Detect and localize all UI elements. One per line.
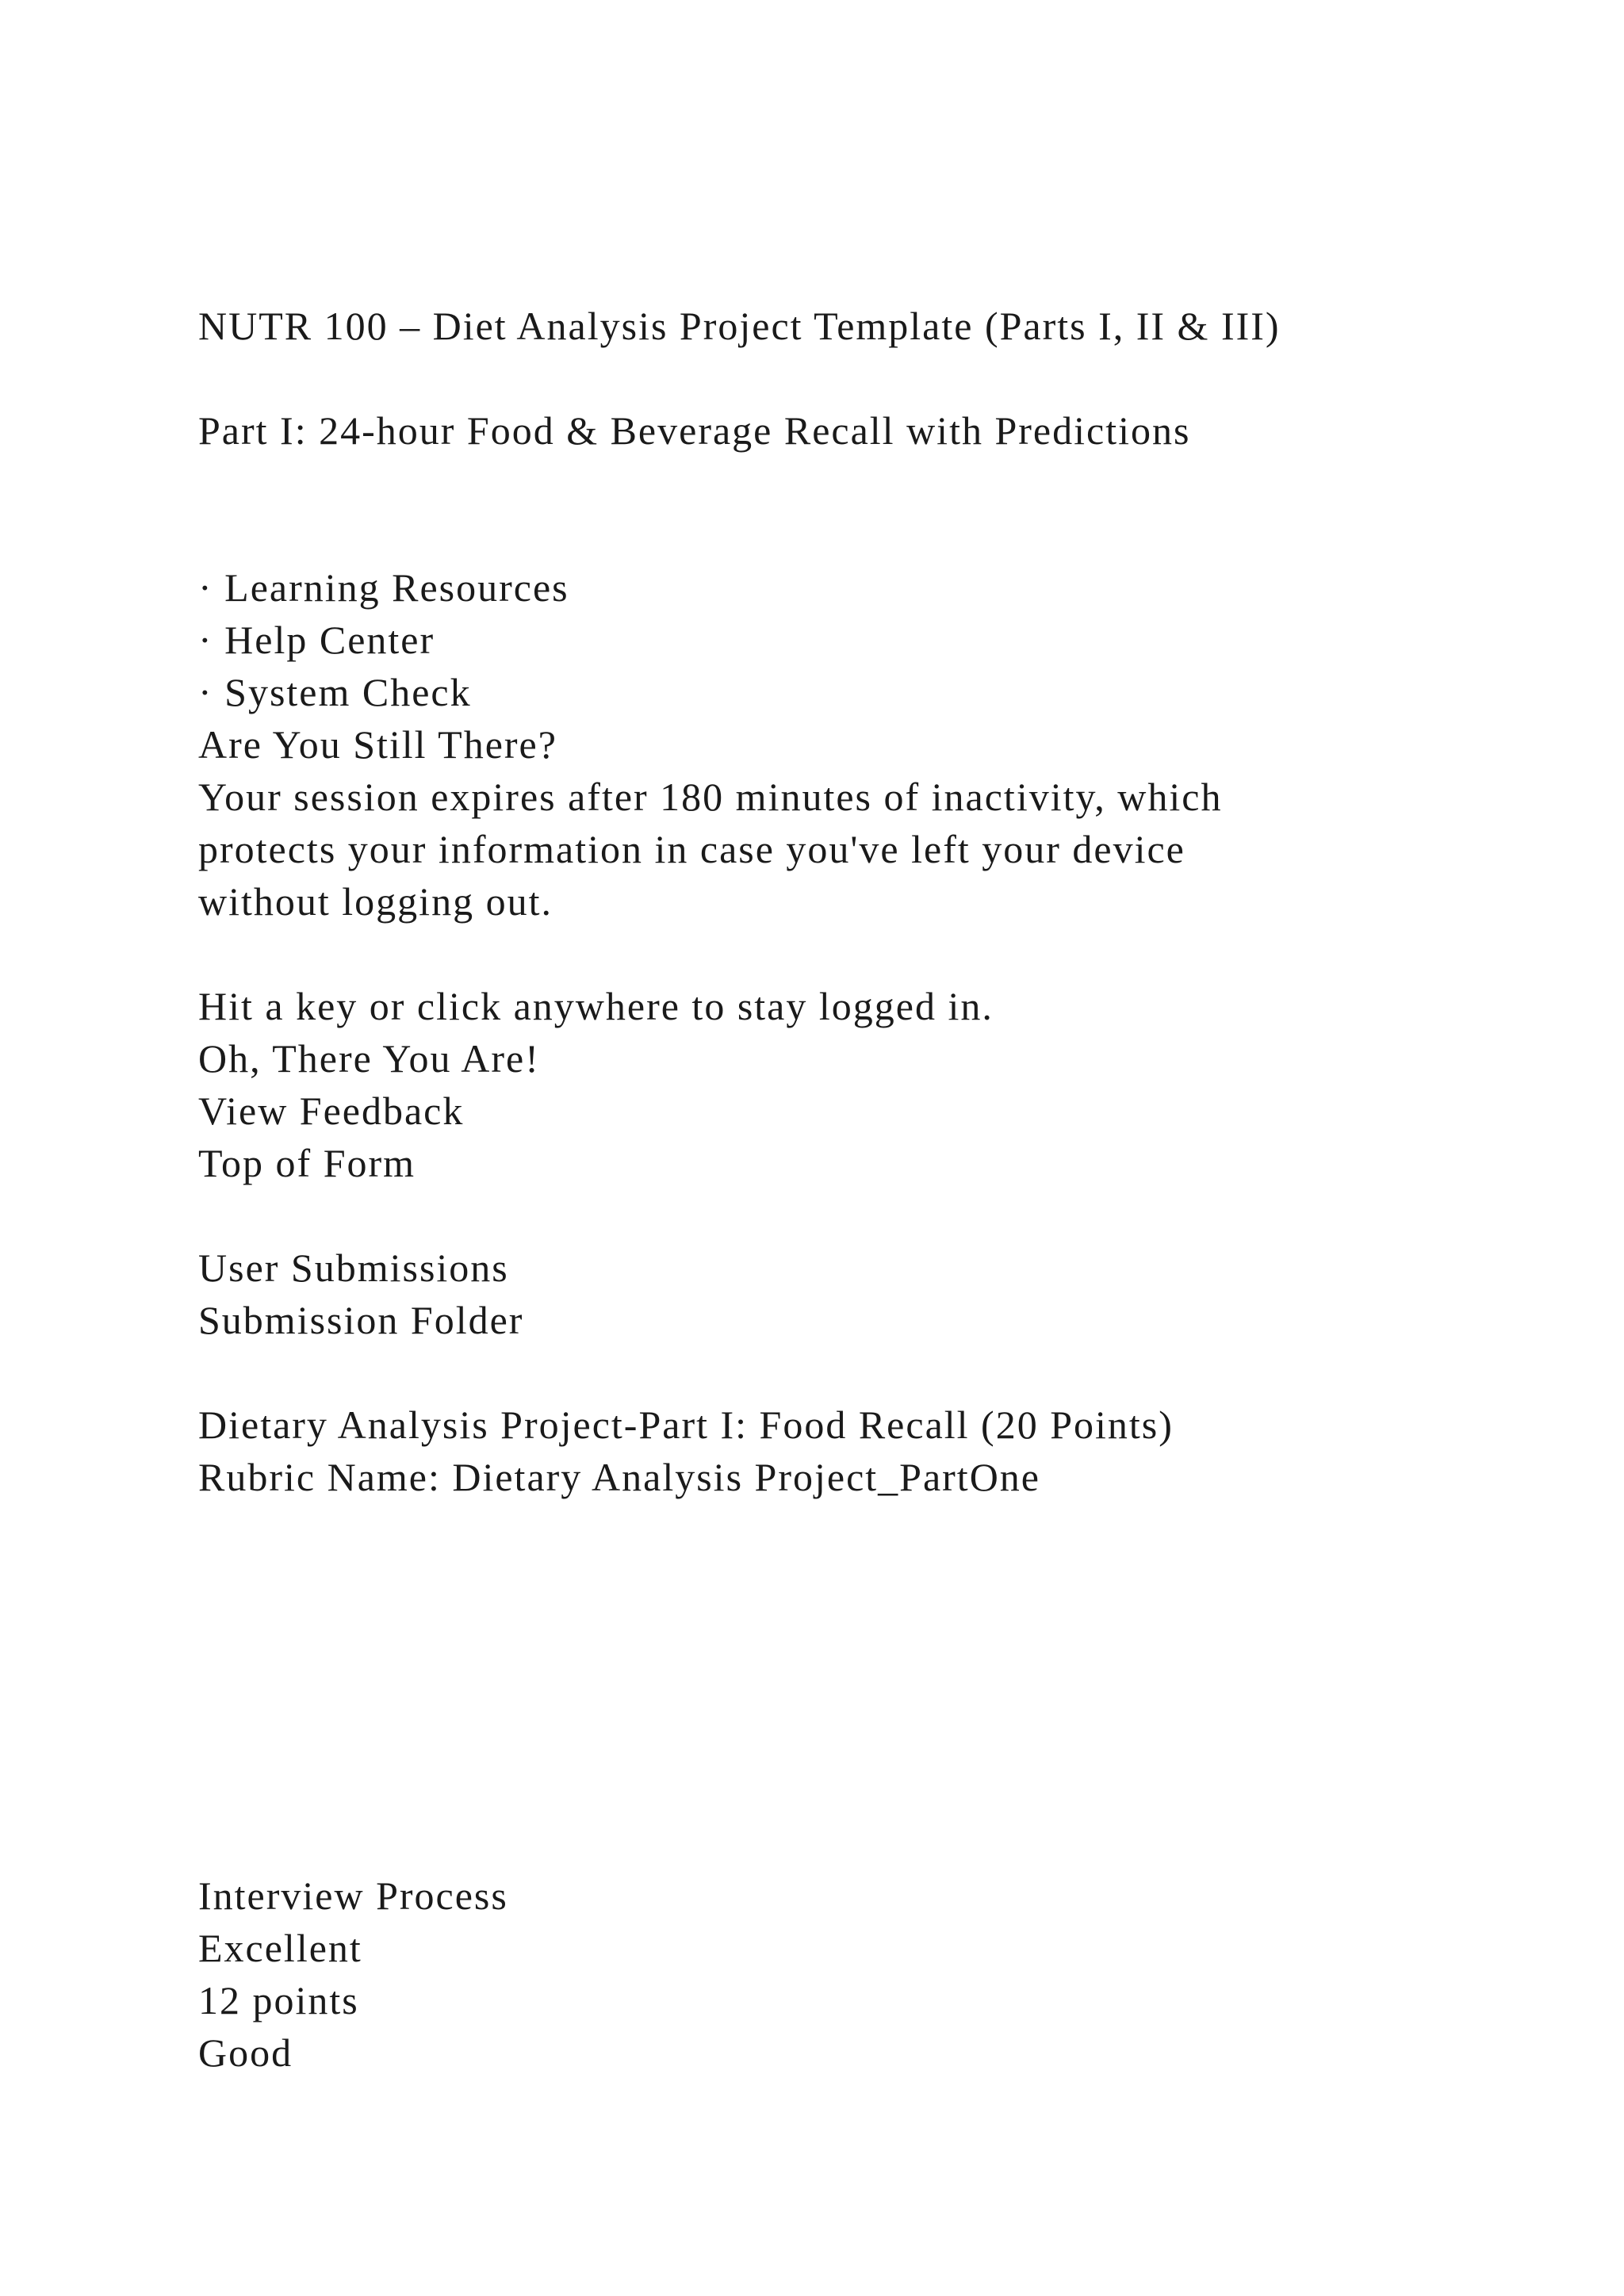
session-message-line: protects your information in case you've left your device [198,827,1185,871]
document-title: NUTR 100 – Diet Analysis Project Template (Parts I, II & III) [198,304,1281,348]
rubric-level-excellent: Excellent [198,1926,362,1970]
session-message-line: Your session expires after 180 minutes of inactivity, which [198,775,1223,819]
spacer [198,352,1546,404]
view-feedback-link[interactable]: View Feedback [198,1089,465,1133]
nav-link-system-check[interactable]: · System Check [198,670,472,714]
rubric-name: Rubric Name: Dietary Analysis Project_PartOne [198,1455,1040,1499]
session-instruction: Hit a key or click anywhere to stay logged in. [198,984,994,1028]
part-heading: Part I: 24-hour Food & Beverage Recall with Predictions [198,408,1191,453]
spacer [198,1503,1546,1869]
rubric-criterion: Interview Process [198,1873,508,1918]
document-page [198,300,1546,2079]
rubric-level-excellent-points: 12 points [198,1978,359,2022]
submission-folder-label: Submission Folder [198,1298,524,1342]
top-of-form-marker: Top of Form [198,1141,416,1185]
spacer [198,1189,1546,1242]
nav-link-help-center[interactable]: · Help Center [198,618,435,662]
rubric-level-good: Good [198,2030,293,2075]
session-heading: Are You Still There? [198,722,557,767]
session-return-message: Oh, There You Are! [198,1036,540,1081]
spacer [198,928,1546,980]
spacer [198,1346,1546,1399]
spacer [198,457,1546,561]
nav-link-learning-resources[interactable]: · Learning Resources [198,565,569,610]
user-submissions-label: User Submissions [198,1246,509,1290]
assignment-title: Dietary Analysis Project-Part I: Food Recall (20 Points) [198,1402,1174,1447]
session-message-line: without logging out. [198,879,553,924]
